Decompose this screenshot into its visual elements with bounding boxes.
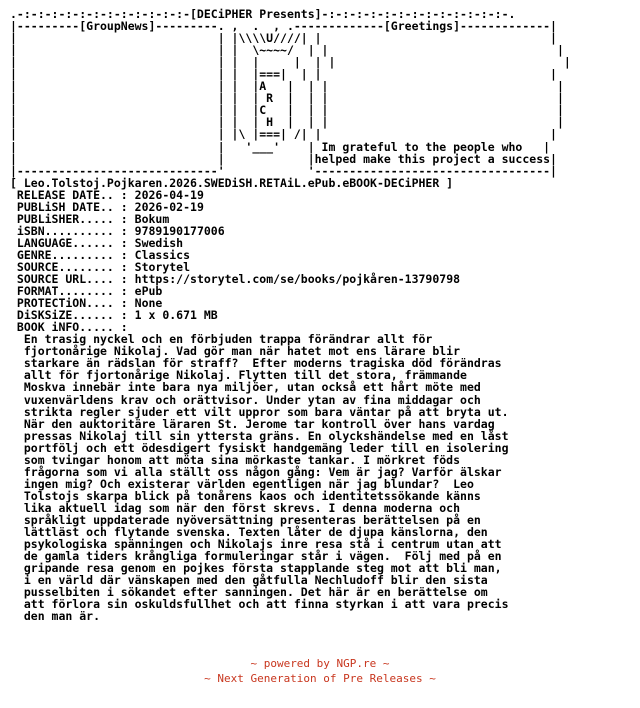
box-line: | | | |===| | | | xyxy=(10,67,557,82)
book-info-line: frågorna som vi alla ställt oss någon gång: Vem är jag? Varför älskar xyxy=(10,464,502,479)
book-info-line: lika aktuell idag som när den först skrevs. I denna moderna och xyxy=(10,500,461,515)
box-line: | | '___' | Im grateful to the people who | xyxy=(10,139,551,154)
book-info-line: pusselbiten i sökandet efter sanningen. Det här är en berättelse om xyxy=(10,585,488,600)
book-info-line: Tolstojs skarpa blick på tonårens kaos och identitetssökande känns xyxy=(10,488,481,503)
info-value-protection: None xyxy=(134,296,163,311)
info-value-genre: Classics xyxy=(134,247,191,262)
info-key-format: FORMAT........ : xyxy=(10,284,128,299)
book-info-line: När den auktoritäre läraren St. Jerome tar kontroll över hans vardag xyxy=(10,416,495,431)
box-footer: |-----------------------------' '----------------------------------| xyxy=(10,163,557,178)
box-line: | | |helped make this project a success| xyxy=(10,151,557,166)
box-line: | | | | H | | | | xyxy=(10,115,564,130)
info-value-isbn: 9789190177006 xyxy=(134,223,225,238)
book-info-line: En trasig nyckel och en förbjuden trappa förändrar allt för xyxy=(10,332,433,347)
release-name: [ Leo.Tolstoj.Pojkaren.2026.SWEDiSH.RETAiL.ePub.eBOOK-DECiPHER ] xyxy=(10,175,454,190)
book-info-line: psykologiska spänningen och Nikolajs inre resa stå i centrum utan att xyxy=(10,537,502,552)
book-info-line: vuxenvärldens krav och orättvisor. Under ytan av fina middagar och xyxy=(10,392,481,407)
book-info-line: de gamla tiders krångliga formuleringar står i vägen. Följ med på en xyxy=(10,549,502,564)
box-header: |---------[GroupNews]---------. , . , .-------------[Greetings]-------------| xyxy=(10,19,557,34)
info-value-language: Swedish xyxy=(134,235,184,250)
banner: .-:-:-:-:-:-:-:-:-:-:-:-:-[DECiPHER Presents]-:-:-:-:-:-:-:-:-:-:-:-:-:-. xyxy=(10,7,516,21)
book-info-line: den man är. xyxy=(10,609,101,624)
footer-tagline: ~ Next Generation of Pre Releases ~ xyxy=(204,672,436,685)
book-info-line: allt för fjortonårige Nikolaj. Flytten till det stora, främmande xyxy=(10,368,467,383)
book-info-line: i en värld där vänskapen med den gåtfulla Nechludoff blir den sista xyxy=(10,573,488,588)
info-key-source: SOURCE........ : xyxy=(10,259,128,274)
book-info-line: fjortonårige Nikolaj. Vad gör man när hatet mot ens lärare blir xyxy=(10,344,461,359)
book-info-line: portfölj och ett ödesdigert fysiskt handgemäng leder till en isolering xyxy=(10,440,509,455)
info-key-genre: GENRE......... : xyxy=(10,247,128,262)
info-key-publisher: PUBLiSHER..... : xyxy=(10,211,128,226)
box-line: | | | |C | | | | xyxy=(10,103,564,118)
info-key-disksize: DiSKSiZE...... : xyxy=(10,308,128,323)
book-info-line: pressas Nikolaj till sin yttersta gräns. En olyckshändelse med en låst xyxy=(10,428,509,443)
info-value-source: Storytel xyxy=(134,259,191,274)
info-key-release-date: RELEASE DATE.. : xyxy=(10,187,128,202)
footer-powered-by: ~ powered by NGP.re ~ xyxy=(250,657,390,670)
box-line: | | | |A | | | | xyxy=(10,79,564,94)
book-info-line: Moskva innebär inte bara nya miljöer, utan också ett hårt möte med xyxy=(10,380,481,395)
book-info-line: lättläst och flytande svenska. Texten låter de djupa känslorna, den xyxy=(10,525,488,540)
book-info-line: som tvingar honom att möta sina mörkaste tankar. I mörkret föds xyxy=(10,452,461,467)
info-value-source-url: https://storytel.com/se/books/pojkåren-13790798 xyxy=(134,272,461,287)
box-line: | | | \~~~~/ | | | xyxy=(10,43,564,58)
info-key-protection: PROTECTiON.... : xyxy=(10,296,128,311)
info-key-isbn: iSBN.......... : xyxy=(10,223,128,238)
box-line: | | | | | | | | xyxy=(10,55,571,70)
info-value-publisher: Bokum xyxy=(134,211,170,226)
info-value-format: ePub xyxy=(134,284,163,299)
box-line: | | |\\\\U////| | | xyxy=(10,31,557,46)
info-value-release-date: 2026-04-19 xyxy=(134,187,204,202)
box-line: | | |\ |===| /| | | xyxy=(10,127,557,142)
book-info-line: språkligt uppdaterade nyöversättning presenteras berättelsen på en xyxy=(10,512,481,527)
info-key-publish-date: PUBLiSH DATE.. : xyxy=(10,199,128,214)
info-value-publish-date: 2026-02-19 xyxy=(134,199,204,214)
info-key-language: LANGUAGE...... : xyxy=(10,235,128,250)
box-line: | | | | R | | | | xyxy=(10,91,564,106)
info-key-source-url: SOURCE URL.... : xyxy=(10,272,128,287)
book-info-line: strikta regler sjuder ett vilt uppror som bara väntar på att bryta ut. xyxy=(10,404,509,419)
info-value-disksize: 1 x 0.671 MB xyxy=(134,308,218,323)
nfo-document xyxy=(10,8,571,622)
book-info-line: starkare än rädslan för straff? Efter moderns tragiska död förändras xyxy=(10,356,502,371)
book-info-line: ingen mig? Och existerar världen egentligen när jag blundar? Leo xyxy=(10,476,474,491)
book-info-line: gripande resa genom en pojkes första stapplande steg mot att bli man, xyxy=(10,561,502,576)
book-info-line: att förlora sin oskuldsfullhet och att finna styrkan i att vara precis xyxy=(10,597,509,612)
info-key-book-info: BOOK iNFO..... : xyxy=(10,320,128,335)
